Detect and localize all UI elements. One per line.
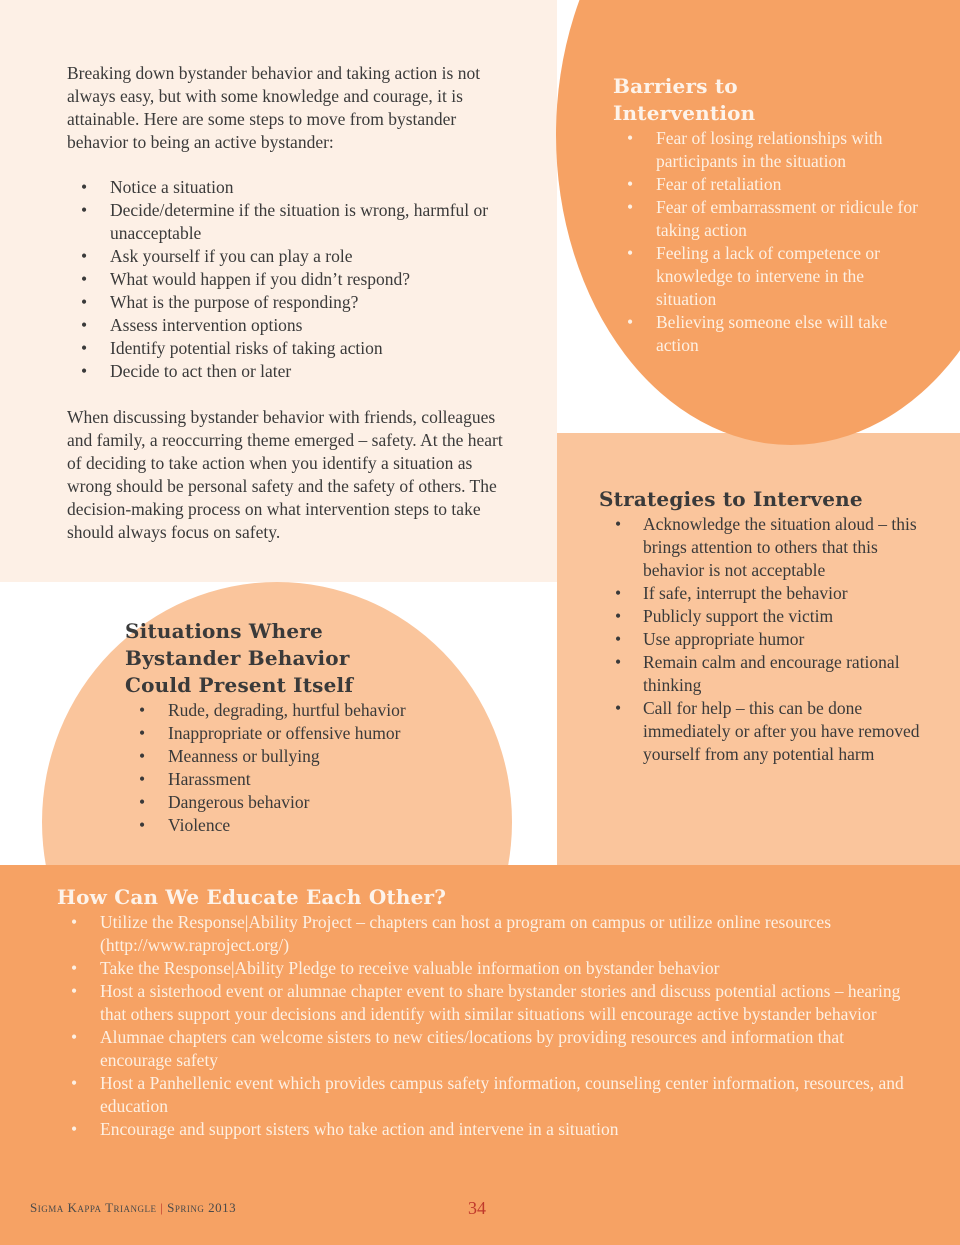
barriers-list	[613, 127, 923, 357]
list-item: • Feeling a lack of competence or knowledge to intervene in the situation	[613, 242, 923, 311]
list-item: • Host a sisterhood event or alumnae chapter event to share bystander stories and discuss potential actions – hearing that others support your decisions and identify with similar situations will encourage active bystander behavior	[57, 980, 917, 1026]
list-item: • Use appropriate humor	[599, 628, 929, 651]
barriers-heading-line-1: Barriers to	[613, 74, 738, 98]
intro-paragraph-2: When discussing bystander behavior with friends, colleagues and family, a reoccurring theme emerged – safety. At the heart of deciding to take action when you identify a situation as wrong should be personal safety and the safety of others. The decision-making process on what intervention steps to take should always focus on safety.	[67, 407, 503, 542]
situations-list	[125, 699, 465, 837]
list-item: • Rude, degrading, hurtful behavior	[125, 699, 465, 722]
list-item: • Fear of retaliation	[613, 173, 923, 196]
barriers-heading-line-2: Intervention	[613, 101, 756, 125]
barriers-section	[613, 73, 923, 357]
situations-section	[125, 618, 465, 837]
list-item: • Inappropriate or offensive humor	[125, 722, 465, 745]
page-footer	[30, 1200, 630, 1216]
intro-steps-list	[67, 176, 517, 383]
intro-section	[67, 62, 517, 544]
educate-list	[57, 911, 917, 1141]
list-item: • Ask yourself if you can play a role	[67, 245, 517, 268]
list-item: • Notice a situation	[67, 176, 517, 199]
strategies-list	[599, 513, 929, 766]
list-item: • Believing someone else will take action	[613, 311, 923, 357]
list-item: • Decide/determine if the situation is wrong, harmful or unacceptable	[67, 199, 517, 245]
list-item: • What would happen if you didn’t respond?	[67, 268, 517, 291]
list-item: • Violence	[125, 814, 465, 837]
barriers-heading	[613, 73, 923, 127]
footer-separator: |	[160, 1200, 164, 1215]
situations-heading-line-1: Situations Where	[125, 619, 323, 643]
list-item: • Acknowledge the situation aloud – this brings attention to others that this behavior is not acceptable	[599, 513, 929, 582]
issue-label: Spring 2013	[167, 1200, 237, 1215]
list-item: • Assess intervention options	[67, 314, 517, 337]
list-item: • Take the Response|Ability Pledge to receive valuable information on bystander behavior	[57, 957, 917, 980]
list-item: • Fear of losing relationships with participants in the situation	[613, 127, 923, 173]
list-item: • Host a Panhellenic event which provides campus safety information, counseling center information, resources, and education	[57, 1072, 917, 1118]
list-item: • Call for help – this can be done immediately or after you have removed yourself from any potential harm	[599, 697, 929, 766]
list-item: • Remain calm and encourage rational thinking	[599, 651, 929, 697]
list-item: • Utilize the Response|Ability Project – chapters can host a program on campus or utilize online resources (http://www.raproject.org/)	[57, 911, 917, 957]
educate-heading: How Can We Educate Each Other?	[57, 885, 447, 909]
intro-paragraph-1: Breaking down bystander behavior and taking action is not always easy, but with some knowledge and courage, it is attainable. Here are some steps to move from bystander behavior to being an active bystander:	[67, 63, 481, 152]
publication-name: Sigma Kappa Triangle	[30, 1200, 157, 1215]
situations-heading-line-3: Could Present Itself	[125, 673, 354, 697]
page-number: 34	[468, 1198, 486, 1218]
list-item: • What is the purpose of responding?	[67, 291, 517, 314]
strategies-section	[599, 486, 929, 766]
list-item: • Publicly support the victim	[599, 605, 929, 628]
list-item: • Meanness or bullying	[125, 745, 465, 768]
educate-section	[57, 884, 917, 1141]
list-item: • Alumnae chapters can welcome sisters to new cities/locations by providing resources and information that encourage safety	[57, 1026, 917, 1072]
list-item: • Harassment	[125, 768, 465, 791]
list-item: • Fear of embarrassment or ridicule for taking action	[613, 196, 923, 242]
situations-heading	[125, 618, 465, 699]
list-item: • Decide to act then or later	[67, 360, 517, 383]
list-item: • Encourage and support sisters who take action and intervene in a situation	[57, 1118, 917, 1141]
list-item: • If safe, interrupt the behavior	[599, 582, 929, 605]
situations-heading-line-2: Bystander Behavior	[125, 646, 350, 670]
list-item: • Identify potential risks of taking action	[67, 337, 517, 360]
list-item: • Dangerous behavior	[125, 791, 465, 814]
strategies-heading: Strategies to Intervene	[599, 487, 863, 511]
